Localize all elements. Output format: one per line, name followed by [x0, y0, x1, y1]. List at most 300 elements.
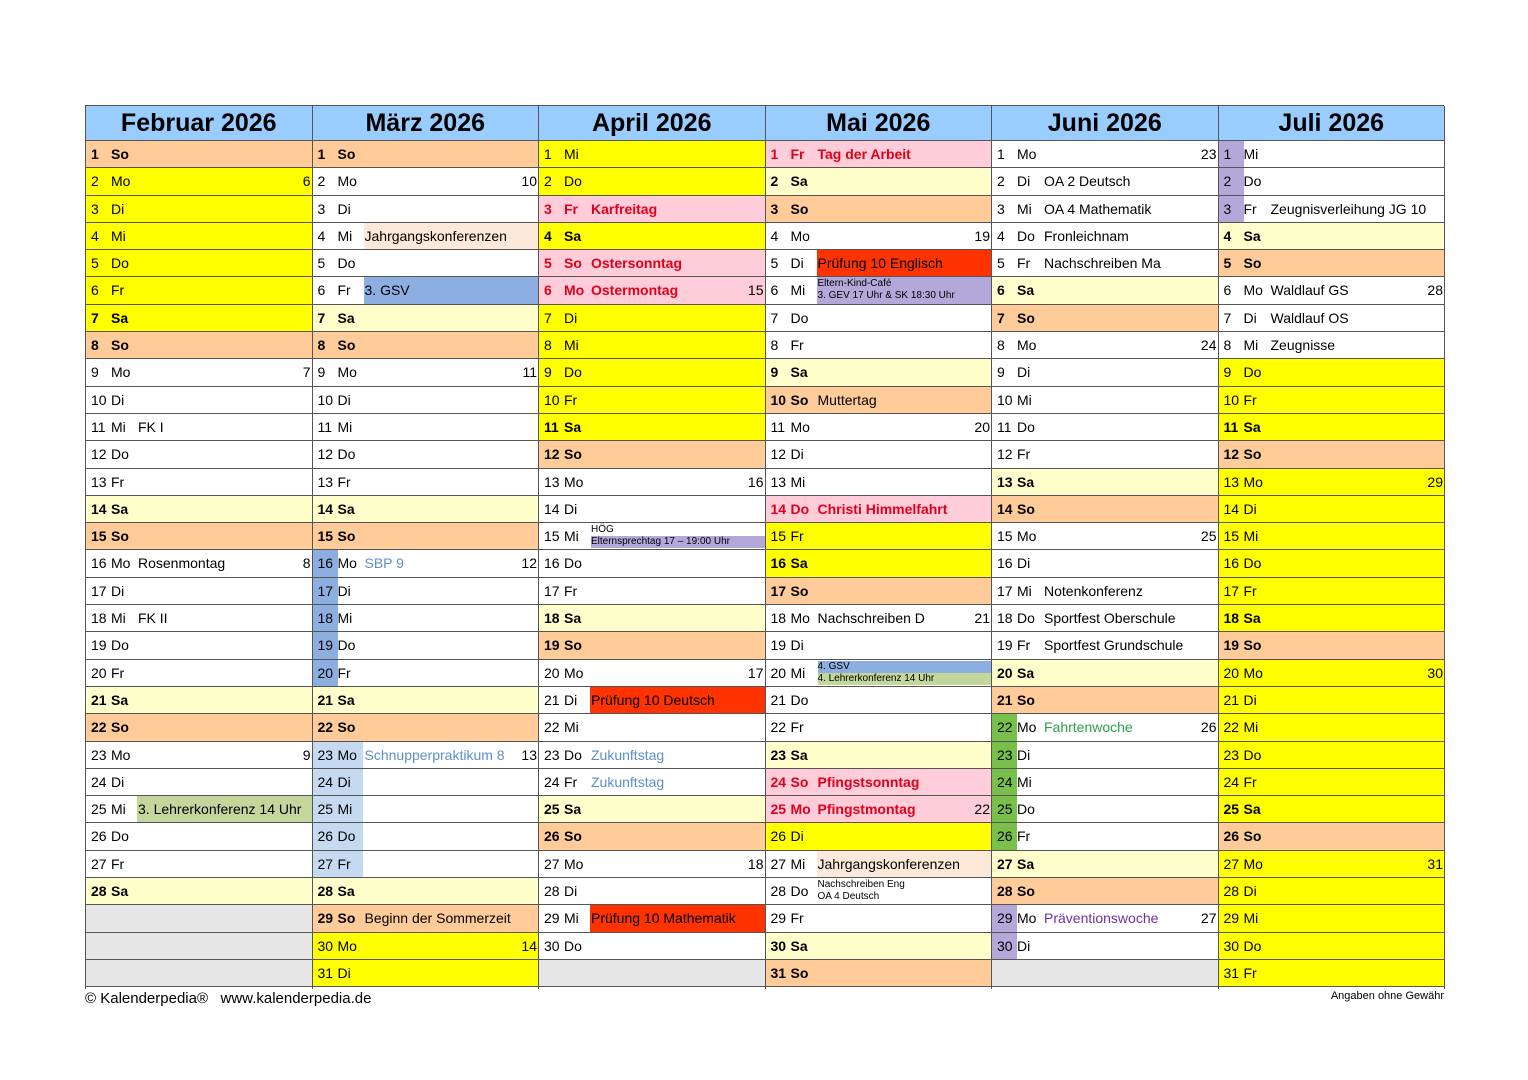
- day-number: 2: [544, 173, 552, 190]
- event-label: [817, 277, 992, 303]
- weekday: Fr: [1017, 637, 1031, 654]
- day-row[interactable]: [992, 414, 1218, 441]
- day-row[interactable]: [992, 441, 1218, 468]
- day-row[interactable]: [1219, 905, 1445, 932]
- day-row[interactable]: [313, 632, 539, 659]
- day-row[interactable]: [539, 414, 765, 441]
- day-row[interactable]: [992, 632, 1218, 659]
- event-line: Eltern-Kind-Café: [817, 278, 892, 290]
- day-row[interactable]: [313, 578, 539, 605]
- weekday: So: [790, 964, 809, 981]
- day-row[interactable]: [766, 687, 992, 714]
- day-row[interactable]: [1219, 550, 1445, 577]
- day-row[interactable]: [1219, 496, 1445, 523]
- day-row[interactable]: [1219, 578, 1445, 605]
- day-row[interactable]: [313, 469, 539, 496]
- day-row[interactable]: [313, 523, 539, 550]
- day-row[interactable]: [992, 550, 1218, 577]
- day-number: 7: [91, 309, 99, 326]
- day-row[interactable]: [1219, 250, 1445, 277]
- day-row[interactable]: [992, 933, 1218, 960]
- day-row[interactable]: [86, 550, 312, 577]
- empty-row: [86, 905, 312, 932]
- day-number: 28: [317, 883, 334, 900]
- day-row[interactable]: [992, 496, 1218, 523]
- day-row[interactable]: [539, 359, 765, 386]
- day-row[interactable]: [1219, 960, 1445, 987]
- day-number: 23: [770, 746, 787, 763]
- weekday: Mi: [1017, 773, 1032, 790]
- weekday: Mo: [337, 746, 357, 763]
- weekday: So: [790, 773, 809, 790]
- day-row[interactable]: [1219, 223, 1445, 250]
- day-number: 12: [91, 446, 107, 463]
- day-row[interactable]: [766, 359, 992, 386]
- day-row[interactable]: [1219, 823, 1445, 850]
- day-row[interactable]: [992, 141, 1218, 168]
- day-number: 7: [770, 309, 779, 326]
- day-row[interactable]: [539, 632, 765, 659]
- weekday: So: [790, 391, 809, 408]
- day-number: 11: [91, 418, 106, 435]
- day-row[interactable]: [1219, 441, 1445, 468]
- day-row[interactable]: [766, 523, 992, 550]
- day-number: 15: [997, 528, 1013, 545]
- day-number: 12: [544, 446, 560, 463]
- day-row[interactable]: [86, 469, 312, 496]
- day-number: 18: [91, 610, 107, 627]
- day-row[interactable]: [1219, 141, 1445, 168]
- day-row[interactable]: [313, 878, 539, 905]
- weekday: Di: [564, 309, 578, 326]
- day-row[interactable]: [313, 605, 539, 632]
- day-row[interactable]: [539, 168, 765, 195]
- weekday: So: [1243, 828, 1262, 845]
- day-row[interactable]: [766, 414, 992, 441]
- weekday: Mi: [1243, 146, 1259, 162]
- day-row[interactable]: [992, 714, 1218, 741]
- day-row[interactable]: [766, 605, 992, 632]
- day-row[interactable]: [86, 742, 312, 769]
- day-number: 4: [317, 227, 326, 244]
- event-line: Nachschreiben Eng: [817, 879, 905, 891]
- week-number: 23: [1200, 146, 1217, 162]
- day-row[interactable]: [313, 714, 539, 741]
- day-row[interactable]: [1219, 933, 1445, 960]
- day-row[interactable]: [1219, 523, 1445, 550]
- day-row[interactable]: [539, 878, 765, 905]
- day-row[interactable]: [992, 223, 1218, 250]
- day-row[interactable]: [766, 960, 992, 987]
- day-number: 17: [544, 582, 560, 599]
- calendar-grid: [85, 105, 1444, 989]
- day-row[interactable]: [1219, 632, 1445, 659]
- day-row[interactable]: [1219, 605, 1445, 632]
- weekday: Do: [1017, 418, 1035, 435]
- day-number: 24: [770, 773, 787, 790]
- event-line: 3. GEV 17 Uhr & SK 18:30 Uhr: [817, 290, 955, 302]
- day-number: 22: [91, 719, 107, 736]
- day-row[interactable]: [313, 332, 539, 359]
- weekday: Mi: [564, 910, 579, 927]
- day-number: 21: [544, 691, 560, 708]
- day-row[interactable]: [766, 905, 992, 932]
- day-row[interactable]: [766, 277, 992, 304]
- day-row[interactable]: [766, 578, 992, 605]
- day-row[interactable]: [313, 550, 539, 577]
- day-row[interactable]: [766, 223, 992, 250]
- day-row[interactable]: [539, 250, 765, 277]
- day-number: 10: [544, 391, 560, 408]
- day-number: 26: [544, 828, 560, 845]
- day-number: 4: [770, 227, 779, 244]
- day-row[interactable]: [539, 905, 765, 932]
- weekday: So: [337, 528, 356, 545]
- day-number: 14: [770, 500, 787, 517]
- day-row[interactable]: [86, 250, 312, 277]
- weekday: Sa: [1017, 855, 1035, 872]
- day-row[interactable]: [539, 605, 765, 632]
- day-row[interactable]: [766, 823, 992, 850]
- weekday: Fr: [1017, 446, 1031, 463]
- day-row[interactable]: [766, 550, 992, 577]
- day-row[interactable]: [86, 660, 312, 687]
- empty-cell: [86, 905, 111, 931]
- day-row[interactable]: [766, 387, 992, 414]
- day-row[interactable]: [86, 632, 312, 659]
- day-row[interactable]: [86, 414, 312, 441]
- day-row[interactable]: [86, 769, 312, 796]
- day-row[interactable]: [992, 168, 1218, 195]
- event-label: Zeugnisverleihung JG 10: [1270, 200, 1427, 217]
- day-row[interactable]: [86, 578, 312, 605]
- weekday: Mo: [564, 282, 585, 299]
- day-row[interactable]: [539, 387, 765, 414]
- weekday: Do: [1017, 227, 1035, 244]
- weekday: So: [564, 828, 582, 845]
- month-column: [539, 106, 766, 989]
- day-row[interactable]: [992, 332, 1218, 359]
- day-row[interactable]: [766, 632, 992, 659]
- event-label: [817, 878, 992, 904]
- day-number: 7: [1223, 309, 1232, 326]
- weekday: Do: [337, 255, 356, 272]
- day-row[interactable]: [86, 823, 312, 850]
- day-row[interactable]: [539, 223, 765, 250]
- weekday: Fr: [790, 337, 804, 354]
- day-row[interactable]: [539, 823, 765, 850]
- day-row[interactable]: [313, 660, 539, 687]
- weekday: Di: [1017, 746, 1031, 763]
- day-row[interactable]: [539, 796, 765, 823]
- day-row[interactable]: [539, 277, 765, 304]
- day-number: 2: [91, 173, 99, 190]
- day-row[interactable]: [86, 387, 312, 414]
- day-row[interactable]: [992, 359, 1218, 386]
- day-row[interactable]: [766, 469, 992, 496]
- day-row[interactable]: [539, 441, 765, 468]
- day-row[interactable]: [313, 851, 539, 878]
- day-row[interactable]: [992, 250, 1218, 277]
- day-number: 19: [317, 637, 334, 654]
- day-row[interactable]: [313, 441, 539, 468]
- weekday: Mo: [337, 937, 357, 954]
- weekday: Sa: [790, 173, 808, 190]
- day-row[interactable]: [766, 305, 992, 332]
- day-row[interactable]: [539, 933, 765, 960]
- day-row[interactable]: [313, 933, 539, 960]
- weekday: So: [337, 719, 356, 736]
- weekday: Do: [111, 255, 129, 272]
- day-row[interactable]: [1219, 387, 1445, 414]
- day-row[interactable]: [992, 878, 1218, 905]
- day-row[interactable]: [1219, 769, 1445, 796]
- weekday: Fr: [564, 773, 578, 790]
- weekday: Mo: [111, 746, 131, 763]
- day-number: 6: [770, 282, 779, 299]
- day-row[interactable]: [766, 851, 992, 878]
- week-number: 24: [1200, 337, 1217, 354]
- day-row[interactable]: [313, 359, 539, 386]
- day-row[interactable]: [766, 332, 992, 359]
- day-row[interactable]: [86, 714, 312, 741]
- weekday: Fr: [111, 855, 125, 872]
- day-number: 20: [1223, 664, 1240, 681]
- weekday: Sa: [1243, 801, 1261, 818]
- day-row[interactable]: [539, 496, 765, 523]
- day-row[interactable]: [539, 578, 765, 605]
- day-row[interactable]: [539, 469, 765, 496]
- day-row[interactable]: [539, 141, 765, 168]
- day-row[interactable]: [1219, 742, 1445, 769]
- day-row[interactable]: [86, 196, 312, 223]
- day-row[interactable]: [539, 687, 765, 714]
- day-number: 12: [317, 446, 334, 463]
- day-row[interactable]: [539, 550, 765, 577]
- day-number: 9: [544, 364, 552, 381]
- day-row[interactable]: [1219, 332, 1445, 359]
- day-row[interactable]: [313, 277, 539, 304]
- day-row[interactable]: [992, 851, 1218, 878]
- event-label: Zukunftstag: [591, 773, 665, 790]
- event-label: Beginn der Sommerzeit: [364, 910, 511, 927]
- day-row[interactable]: [313, 823, 539, 850]
- day-number: 3: [317, 200, 326, 217]
- day-row[interactable]: [992, 523, 1218, 550]
- day-number: 6: [91, 282, 99, 299]
- weekday: Mi: [111, 227, 126, 244]
- weekday: Di: [1017, 173, 1031, 190]
- event-label: 3. GSV: [364, 277, 539, 303]
- day-row[interactable]: [992, 660, 1218, 687]
- day-row[interactable]: [992, 823, 1218, 850]
- day-row[interactable]: [313, 196, 539, 223]
- weekday: Sa: [1017, 282, 1035, 299]
- day-row[interactable]: [539, 305, 765, 332]
- day-row[interactable]: [539, 196, 765, 223]
- day-number: 30: [1223, 937, 1240, 954]
- day-row[interactable]: [1219, 277, 1445, 304]
- day-row[interactable]: [313, 223, 539, 250]
- day-row[interactable]: [86, 168, 312, 195]
- weekday: Fr: [337, 855, 351, 872]
- day-number: 1: [91, 146, 99, 162]
- day-row[interactable]: [1219, 196, 1445, 223]
- weekday: So: [564, 255, 582, 272]
- day-row[interactable]: [313, 414, 539, 441]
- day-row[interactable]: [539, 769, 765, 796]
- day-number: 16: [91, 555, 107, 572]
- day-row[interactable]: [1219, 687, 1445, 714]
- day-row[interactable]: [1219, 305, 1445, 332]
- day-row[interactable]: [539, 714, 765, 741]
- day-row[interactable]: [992, 687, 1218, 714]
- day-row[interactable]: [539, 660, 765, 687]
- day-row[interactable]: [86, 687, 312, 714]
- day-row[interactable]: [766, 441, 992, 468]
- weekday: Mi: [111, 801, 126, 818]
- day-number: 18: [1223, 610, 1240, 627]
- day-row[interactable]: [1219, 878, 1445, 905]
- day-row[interactable]: [539, 851, 765, 878]
- day-row[interactable]: [766, 250, 992, 277]
- day-row[interactable]: [766, 660, 992, 687]
- weekday: So: [1243, 446, 1262, 463]
- day-row[interactable]: [992, 605, 1218, 632]
- day-row[interactable]: [86, 851, 312, 878]
- event-label: Pfingstsonntag: [817, 773, 920, 790]
- week-number: 14: [521, 937, 537, 954]
- day-row[interactable]: [313, 141, 539, 168]
- weekday: Mi: [790, 664, 806, 681]
- day-row[interactable]: [313, 496, 539, 523]
- day-row[interactable]: [313, 742, 539, 769]
- day-row[interactable]: [313, 687, 539, 714]
- day-row[interactable]: [1219, 414, 1445, 441]
- day-row[interactable]: [86, 796, 312, 823]
- week-number: 16: [747, 473, 764, 490]
- weekday: Do: [337, 637, 356, 654]
- day-number: 5: [1223, 255, 1232, 272]
- weekday: Mo: [1243, 473, 1263, 490]
- event-label: Prüfung 10 Mathematik: [590, 905, 765, 931]
- day-row[interactable]: [86, 223, 312, 250]
- day-row[interactable]: [313, 250, 539, 277]
- day-row[interactable]: [992, 905, 1218, 932]
- day-row[interactable]: [86, 523, 312, 550]
- day-row[interactable]: [992, 305, 1218, 332]
- day-row[interactable]: [766, 496, 992, 523]
- weekday: Mi: [790, 855, 806, 872]
- day-row[interactable]: [313, 796, 539, 823]
- event-label: [817, 660, 992, 686]
- day-row[interactable]: [992, 469, 1218, 496]
- day-row[interactable]: [766, 141, 992, 168]
- day-row[interactable]: [539, 332, 765, 359]
- day-number: 13: [770, 473, 787, 490]
- day-row[interactable]: [992, 796, 1218, 823]
- day-row[interactable]: [539, 523, 765, 550]
- day-number: 12: [997, 446, 1013, 463]
- day-row[interactable]: [313, 905, 539, 932]
- day-row[interactable]: [86, 878, 312, 905]
- day-number: 22: [997, 719, 1013, 736]
- day-row[interactable]: [1219, 660, 1445, 687]
- week-number: 27: [1200, 910, 1217, 927]
- weekday: Di: [111, 391, 125, 408]
- weekday: Do: [337, 828, 356, 845]
- day-row[interactable]: [313, 168, 539, 195]
- day-row[interactable]: [1219, 359, 1445, 386]
- day-row[interactable]: [992, 387, 1218, 414]
- day-number: 6: [544, 282, 552, 299]
- day-number: 16: [317, 555, 334, 572]
- day-row[interactable]: [86, 277, 312, 304]
- day-row[interactable]: [766, 742, 992, 769]
- day-row[interactable]: [992, 769, 1218, 796]
- day-row[interactable]: [86, 332, 312, 359]
- day-row[interactable]: [313, 769, 539, 796]
- day-row[interactable]: [86, 441, 312, 468]
- day-row[interactable]: [1219, 796, 1445, 823]
- week-number: 10: [521, 173, 537, 190]
- day-row[interactable]: [86, 605, 312, 632]
- day-row[interactable]: [992, 742, 1218, 769]
- week-number: 18: [747, 855, 764, 872]
- week-number: 19: [974, 227, 990, 244]
- day-number: 25: [770, 801, 787, 818]
- weekday: Fr: [790, 146, 805, 162]
- day-row[interactable]: [1219, 851, 1445, 878]
- day-number: 18: [544, 610, 560, 627]
- day-row[interactable]: [766, 878, 992, 905]
- day-row[interactable]: [313, 960, 539, 987]
- day-row[interactable]: [86, 141, 312, 168]
- weekday: So: [1017, 691, 1035, 708]
- weekday: Fr: [564, 200, 578, 217]
- day-number: 29: [1223, 910, 1240, 927]
- day-row[interactable]: [766, 796, 992, 823]
- day-row[interactable]: [313, 387, 539, 414]
- day-row[interactable]: [992, 277, 1218, 304]
- day-row[interactable]: [766, 196, 992, 223]
- day-number: 25: [317, 801, 334, 818]
- weekday: Fr: [1243, 200, 1257, 217]
- day-number: 8: [544, 337, 552, 354]
- weekday: Di: [337, 773, 351, 790]
- day-row[interactable]: [766, 168, 992, 195]
- day-row[interactable]: [766, 714, 992, 741]
- day-row[interactable]: [766, 769, 992, 796]
- day-number: 14: [317, 500, 334, 517]
- day-row[interactable]: [1219, 168, 1445, 195]
- day-number: 24: [997, 773, 1013, 790]
- day-row[interactable]: [86, 496, 312, 523]
- day-row[interactable]: [539, 742, 765, 769]
- day-row[interactable]: [766, 933, 992, 960]
- day-row[interactable]: [992, 578, 1218, 605]
- day-row[interactable]: [86, 305, 312, 332]
- day-row[interactable]: [992, 196, 1218, 223]
- event-label: Pfingstmontag: [817, 801, 916, 818]
- day-row[interactable]: [1219, 714, 1445, 741]
- weekday: Mi: [790, 282, 806, 299]
- day-row[interactable]: [86, 359, 312, 386]
- day-row[interactable]: [1219, 469, 1445, 496]
- weekday: Mi: [337, 610, 353, 627]
- weekday: Sa: [1243, 610, 1261, 627]
- day-row[interactable]: [313, 305, 539, 332]
